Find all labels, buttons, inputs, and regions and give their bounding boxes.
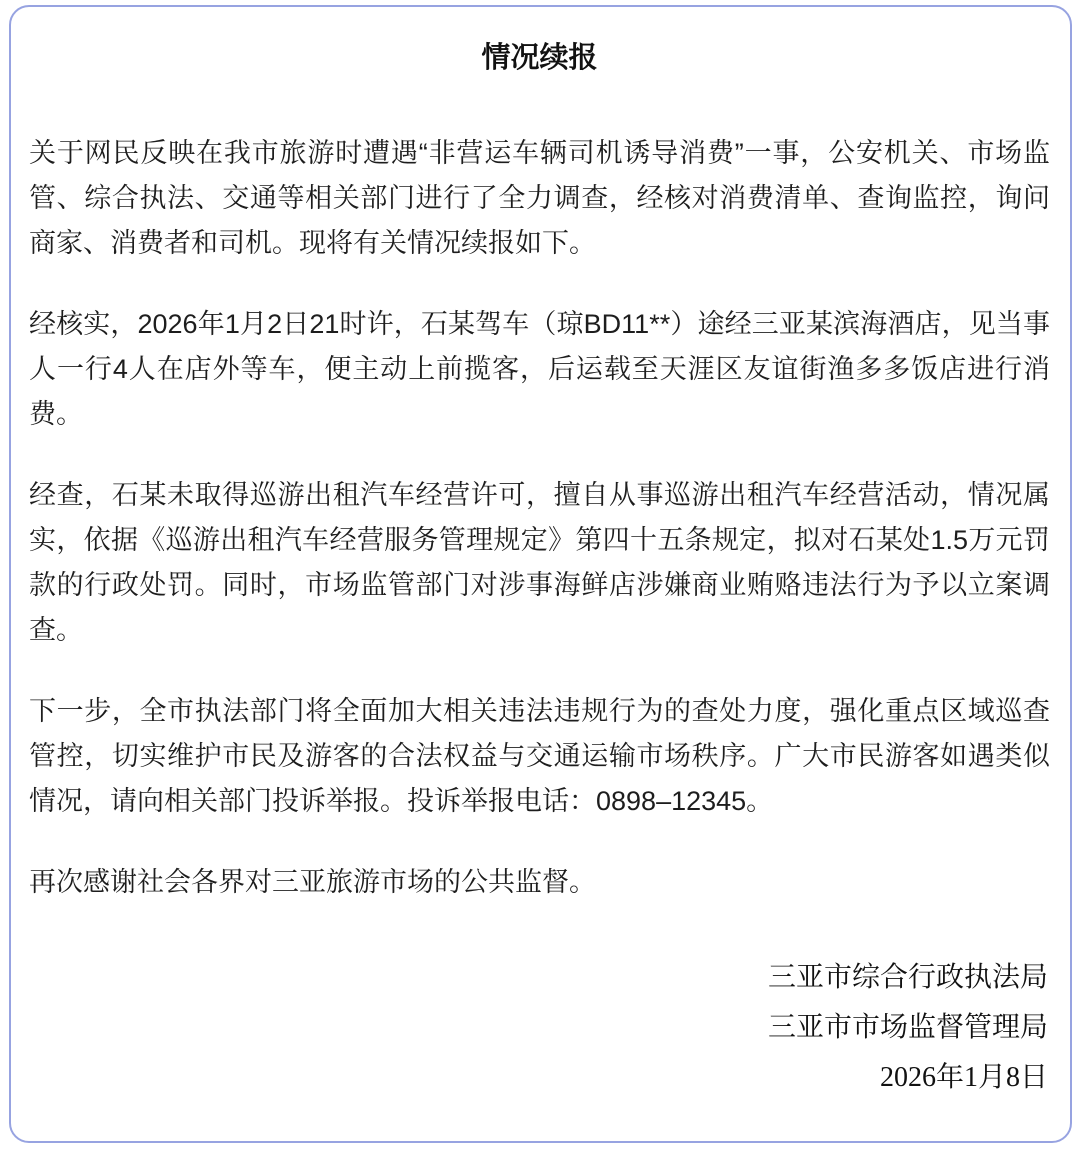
signature-date: 2026年1月8日 [879, 1062, 1048, 1093]
notice-paragraph-thanks: 再次感谢社会各界对三亚旅游市场的公共监督。 [29, 867, 596, 897]
notice-card [9, 5, 1072, 1143]
notice-paragraph-facts: 经核实，2026年1月2日21时许，石某驾车（琼BD11**）途经三亚某滨海酒店，见当事人一行4人在店外等车，便主动上前揽客，后运载至天涯区友谊街渔多多饭店进行消费。 [29, 309, 1050, 429]
notice-paragraph-intro: 关于网民反映在我市旅游时遭遇“非营运车辆司机诱导消费”一事，公安机关、市场监管、综合执法、交通等相关部门进行了全力调查，经核对消费清单、查询监控，询问商家、消费者和司机。现将有关情况续报如下。 [29, 138, 1050, 258]
notice-title: 情况续报 [481, 42, 598, 74]
notice-paragraph-next-steps: 下一步，全市执法部门将全面加大相关违法违规行为的查处力度，强化重点区域巡查管控，切实维护市民及游客的合法权益与交通运输市场秩序。广大市民游客如遇类似情况，请向相关部门投诉举报。投诉举报电话：0898–12345。 [29, 696, 1050, 816]
signature-agency-1: 三亚市综合行政执法局 [767, 962, 1048, 993]
notice-paragraph-penalty: 经查，石某未取得巡游出租汽车经营许可，擅自从事巡游出租汽车经营活动，情况属实，依据《巡游出租汽车经营服务管理规定》第四十五条规定，拟对石某处1.5万元罚款的行政处罚。同时，市场监管部门对涉事海鲜店涉嫌商业贿赂违法行为予以立案调查。 [29, 480, 1050, 645]
signature-block [29, 953, 1050, 1103]
notice-body [29, 131, 1050, 905]
signature-agency-2: 三亚市市场监督管理局 [767, 1012, 1048, 1043]
